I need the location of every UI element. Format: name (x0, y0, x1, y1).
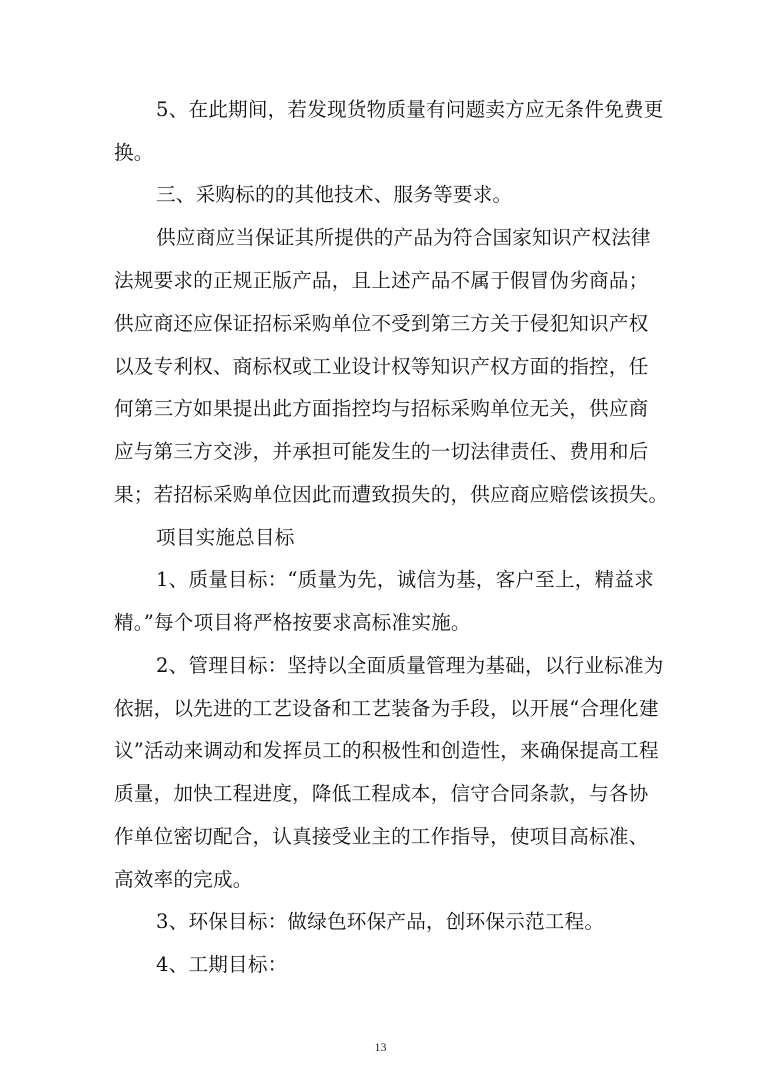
text-line: 5、在此期间，若发现货物质量有问题卖方应无条件免费更 (156, 98, 664, 121)
text-line: 法规要求的正规正版产品，且上述产品不属于假冒伪劣商品； (114, 269, 649, 292)
section-heading: 项目实施总目标 (156, 526, 295, 549)
text-line: 1、质量目标：“质量为先，诚信为基，客户至上，精益求 (156, 568, 654, 591)
text-line: 供应商还应保证招标采购单位不受到第三方关于侵犯知识产权 (114, 312, 649, 335)
text-line: 作单位密切配合，认真接受业主的工作指导，使项目高标准、 (114, 825, 649, 848)
text-line: 精。”每个项目将严格按要求高标准实施。 (114, 611, 471, 634)
text-line: 4、工期目标： (156, 953, 288, 976)
text-line: 高效率的完成。 (114, 868, 253, 891)
section-heading: 三、采购标的的其他技术、服务等要求。 (156, 183, 513, 206)
text-line: 3、环保目标：做绿色环保产品，创环保示范工程。 (156, 910, 605, 933)
text-line: 议”活动来调动和发挥员工的积极性和创造性，来确保提高工程 (114, 739, 659, 762)
text-line: 何第三方如果提出此方面指控均与招标采购单位无关，供应商 (114, 397, 649, 420)
text-line: 果；若招标采购单位因此而遭致损失的，供应商应赔偿该损失。 (114, 483, 669, 506)
text-line: 应与第三方交涉，并承担可能发生的一切法律责任、费用和后 (114, 440, 649, 463)
text-line: 质量，加快工程进度，降低工程成本，信守合同条款，与各协 (114, 782, 649, 805)
text-line: 以及专利权、商标权或工业设计权等知识产权方面的指控，任 (114, 355, 649, 378)
text-line: 换。 (114, 141, 154, 164)
text-line: 依据，以先进的工艺设备和工艺装备为手段，以开展“合理化建 (114, 697, 659, 720)
text-line: 供应商应当保证其所提供的产品为符合国家知识产权法律 (156, 226, 651, 249)
text-line: 2、管理目标：坚持以全面质量管理为基础，以行业标准为 (156, 654, 664, 677)
page-number: 13 (374, 1040, 387, 1054)
